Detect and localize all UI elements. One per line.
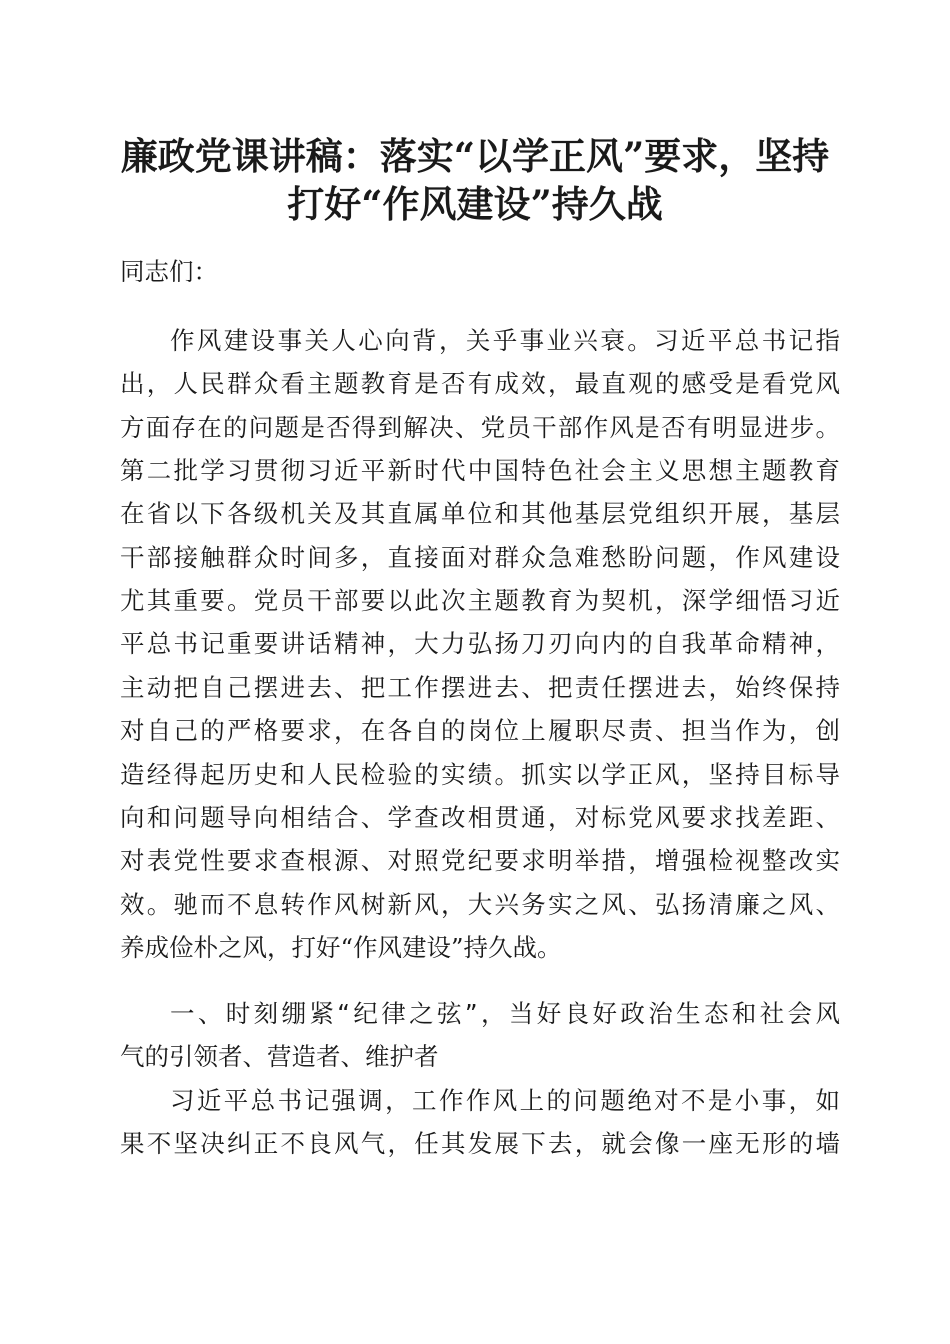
- paragraph-1-line: 方面存在的问题是否得到解决、党员干部作风是否有明显进步。: [120, 413, 840, 442]
- section-1-heading: 一、时刻绷紧“纪律之弦”，当好良好政治生态和社会风: [170, 999, 840, 1028]
- document-title-line-1: 廉政党课讲稿：落实“以学正风”要求，坚持: [120, 134, 830, 178]
- paragraph-1-line: 效。驰而不息转作风树新风，大兴务实之风、弘扬清廉之风、: [120, 890, 840, 919]
- paragraph-2-line: 果不坚决纠正不良风气，任其发展下去，就会像一座无形的墙: [120, 1129, 840, 1158]
- document-title-line-2: 打好“作风建设”持久战: [287, 182, 663, 226]
- paragraph-1-line: 干部接触群众时间多，直接面对群众急难愁盼问题，作风建设: [120, 543, 840, 572]
- paragraph-1-line: 作风建设事关人心向背，关乎事业兴衰。习近平总书记指: [170, 326, 840, 355]
- paragraph-1-line: 对自己的严格要求，在各自的岗位上履职尽责、担当作为，创: [120, 716, 840, 745]
- paragraph-2-line: 习近平总书记强调，工作作风上的问题绝对不是小事，如: [170, 1086, 840, 1115]
- paragraph-1-line: 第二批学习贯彻习近平新时代中国特色社会主义思想主题教育: [120, 456, 840, 485]
- paragraph-1-line: 主动把自己摆进去、把工作摆进去、把责任摆进去，始终保持: [120, 673, 840, 702]
- section-1-heading: 气的引领者、营造者、维护者: [120, 1042, 439, 1071]
- paragraph-1-line: 出，人民群众看主题教育是否有成效，最直观的感受是看党风: [120, 369, 840, 398]
- paragraph-1-line: 对表党性要求查根源、对照党纪要求明举措，增强检视整改实: [120, 846, 840, 875]
- paragraph-1-line: 尤其重要。党员干部要以此次主题教育为契机，深学细悟习近: [120, 586, 840, 615]
- paragraph-1-line: 平总书记重要讲话精神，大力弘扬刀刃向内的自我革命精神，: [120, 629, 840, 658]
- paragraph-1-line: 向和问题导向相结合、学查改相贯通，对标党风要求找差距、: [120, 803, 840, 832]
- paragraph-1-line: 养成俭朴之风，打好“作风建设”持久战。: [120, 933, 562, 962]
- salutation: 同志们：: [120, 257, 218, 286]
- paragraph-1-line: 造经得起历史和人民检验的实绩。抓实以学正风，坚持目标导: [120, 760, 840, 789]
- paragraph-1-line: 在省以下各级机关及其直属单位和其他基层党组织开展，基层: [120, 499, 840, 528]
